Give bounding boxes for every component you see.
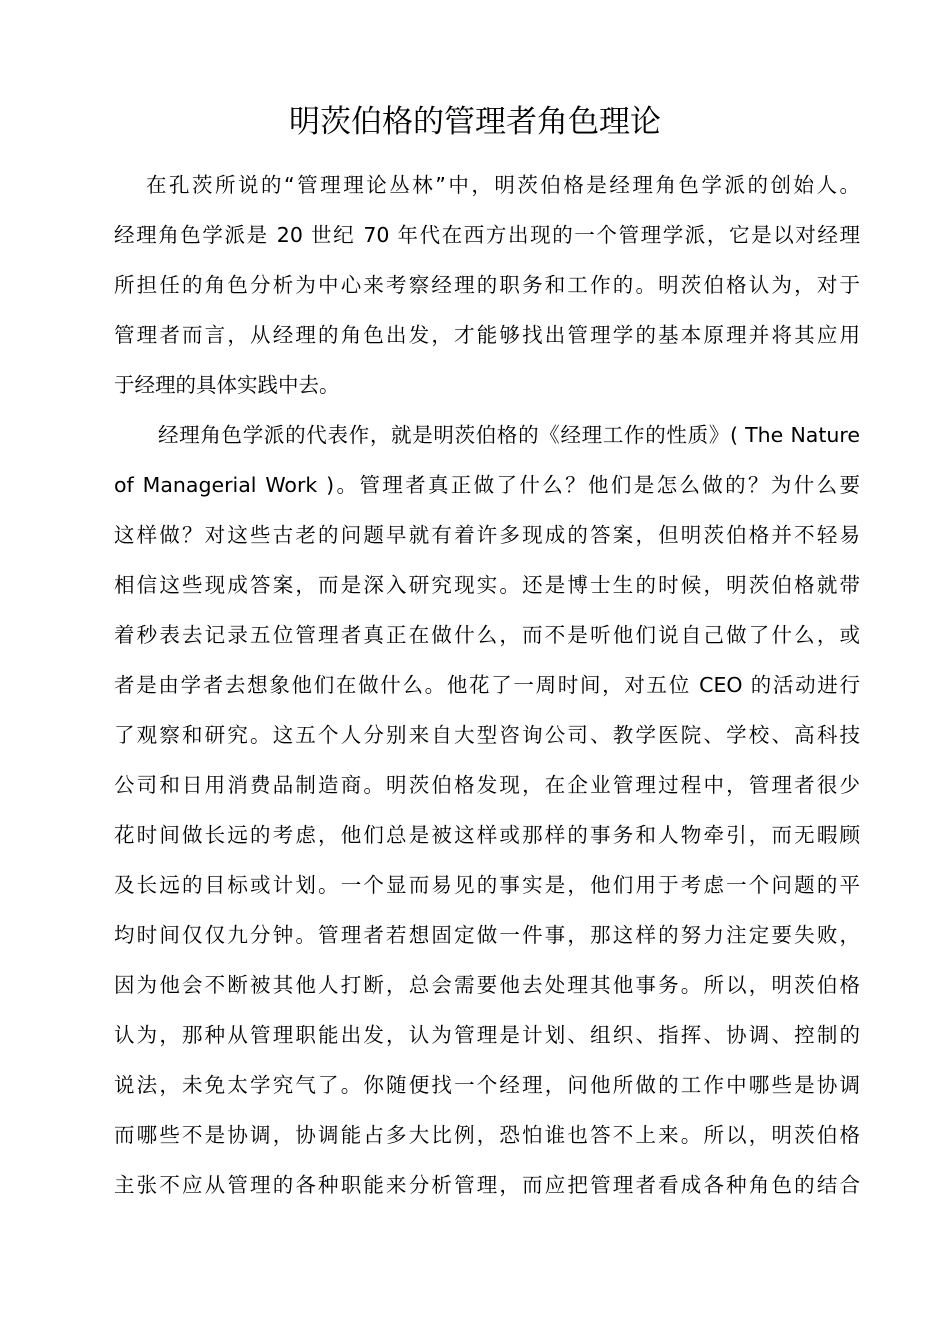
paragraph-2-line-11: 均时间仅仅九分钟。管理者若想固定做一件事，那这样的努力注定要失败， <box>114 923 860 947</box>
paragraph-2-line-5: 着秒表去记录五位管理者真正在做什么，而不是听他们说自己做了什么，或 <box>114 623 860 647</box>
paragraph-1-line-2: 经理角色学派是 20 世纪 70 年代在西方出现的一个管理学派，它是以对经理 <box>114 223 860 247</box>
paragraph-2-line-16: 主张不应从管理的各种职能来分析管理，而应把管理者看成各种角色的结合 <box>114 1173 860 1197</box>
paragraph-2-line-7: 了观察和研究。这五个人分别来自大型咨询公司、教学医院、学校、高科技 <box>114 723 860 747</box>
paragraph-2-line-13: 认为，那种从管理职能出发，认为管理是计划、组织、指挥、协调、控制的 <box>114 1023 860 1047</box>
paragraph-2-line-8: 公司和日用消费品制造商。明茨伯格发现，在企业管理过程中，管理者很少 <box>114 773 860 797</box>
paragraph-1-line-4: 管理者而言，从经理的角色出发，才能够找出管理学的基本原理并将其应用 <box>114 323 860 347</box>
paragraph-2-line-6: 者是由学者去想象他们在做什么。他花了一周时间，对五位 CEO 的活动进行 <box>114 673 860 697</box>
paragraph-1-line-3: 所担任的角色分析为中心来考察经理的职务和工作的。明茨伯格认为，对于 <box>114 273 860 297</box>
document-body <box>114 160 860 1210</box>
paragraph-1-line-1: 在孔茨所说的“管理理论丛林”中，明茨伯格是经理角色学派的创始人。 <box>146 173 860 197</box>
paragraph-2-line-12: 因为他会不断被其他人打断，总会需要他去处理其他事务。所以，明茨伯格 <box>114 973 860 997</box>
paragraph-2-line-3: 这样做？对这些古老的问题早就有着许多现成的答案，但明茨伯格并不轻易 <box>114 523 860 547</box>
paragraph-2-line-1: 经理角色学派的代表作，就是明茨伯格的《经理工作的性质》( The Nature <box>158 423 860 447</box>
paragraph-2-line-4: 相信这些现成答案，而是深入研究现实。还是博士生的时候，明茨伯格就带 <box>114 573 860 597</box>
paragraph-2-line-15: 而哪些不是协调，协调能占多大比例，恐怕谁也答不上来。所以，明茨伯格 <box>114 1123 860 1147</box>
paragraph-1-line-5: 于经理的具体实践中去。 <box>114 373 340 397</box>
paragraph-2-line-14: 说法，未免太学究气了。你随便找一个经理，问他所做的工作中哪些是协调 <box>114 1073 860 1097</box>
paragraph-2-line-9: 花时间做长远的考虑，他们总是被这样或那样的事务和人物牵引，而无暇顾 <box>114 823 860 847</box>
paragraph-2-line-2: of Managerial Work )。管理者真正做了什么？他们是怎么做的？为什么要 <box>114 473 860 497</box>
paragraph-2-line-10: 及长远的目标或计划。一个显而易见的事实是，他们用于考虑一个问题的平 <box>114 873 860 897</box>
document-title: 明茨伯格的管理者角色理论 <box>289 104 661 140</box>
